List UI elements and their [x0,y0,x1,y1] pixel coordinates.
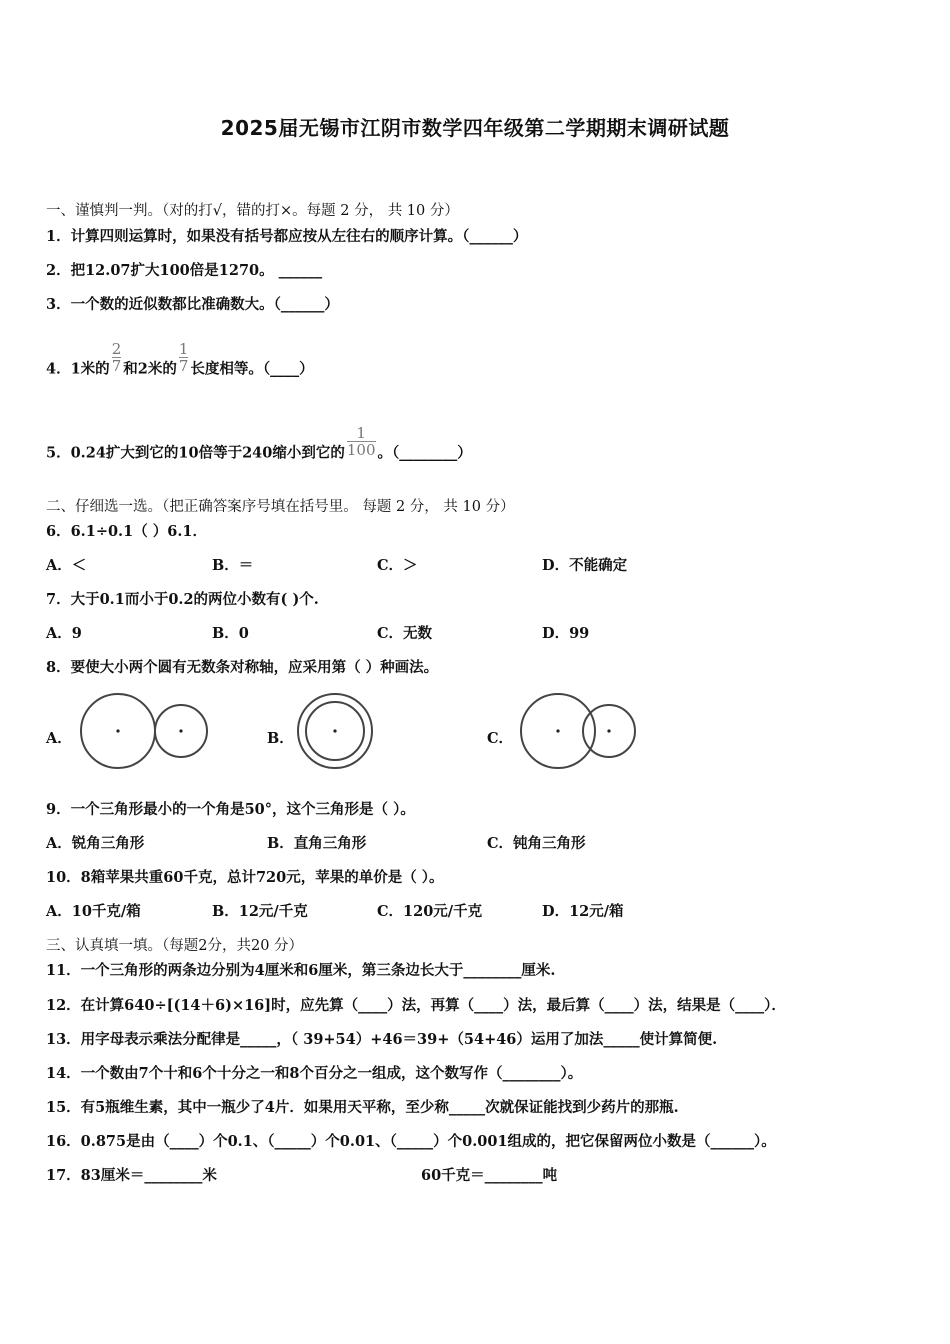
question-1: 1．计算四则运算时，如果没有括号都应按从左往右的顺序计算。（______） [46,228,528,245]
q8-figure-b [292,688,378,774]
question-6: 6．6.1÷0.1（ ）6.1． [46,523,207,540]
q10-option-c: C．120元/千克 [377,903,483,920]
q8a-big-center [116,729,119,732]
q6-option-a: A．＜ [46,557,87,574]
question-13: 13．用字母表示乘法分配律是_____，（ 39+54）+46＝39+（54+46）运用了加法_____使计算简便. [46,1031,718,1048]
q8-option-c: C． [487,730,514,747]
section1-heading: 一、谨慎判一判。（对的打√，错的打×。每题 2 分， 共 10 分） [46,203,459,219]
question-3: 3．一个数的近似数都比准确数大。（______） [46,296,339,313]
q7-option-d: D．99 [542,625,590,642]
question-9: 9．一个三角形最小的一个角是50°，这个三角形是（ ）。 [46,801,415,818]
q8a-small-center [179,729,182,732]
q5-frac-numerator: 1 [356,424,366,442]
q8c-small-center [607,729,610,732]
q8b-center [333,729,336,732]
question-14: 14．一个数由7个十和6个十分之一和8个百分之一组成，这个数写作（________）。 [46,1065,583,1082]
q5-pre: 5．0.24扩大到它的10倍等于240缩小到它的 [46,444,345,462]
q4-fraction-2 [179,342,189,373]
q5-frac-denominator: 100 [346,441,376,459]
question-7: 7．大于0.1而小于0.2的两位小数有( )个. [46,591,319,608]
question-12: 12．在计算640÷[(14＋6)×16]时，应先算（____）法，再算（____）法，最后算（____）法，结果是（____）． [46,997,786,1014]
q7-option-b: B．0 [212,625,249,642]
question-2: 2．把12.07扩大100倍是1270。 ______ [46,262,323,279]
q4-fraction-1 [112,342,122,373]
question-11: 11．一个三角形的两条边分别为4厘米和6厘米，第三条边长大于________厘米. [46,962,556,979]
question-10: 10．8箱苹果共重60千克，总计720元，苹果的单价是（ ）。 [46,869,444,886]
q4-post: 长度相等。（____） [190,360,314,378]
q4-frac1-denominator: 7 [111,357,122,375]
q4-frac2-numerator: 1 [178,340,189,358]
q10-option-d: D．12元/箱 [542,903,624,920]
question-4 [46,340,314,385]
q8-option-b: B． [267,730,294,747]
q5-post: 。（________） [377,444,472,462]
q6-option-c: C．＞ [377,557,418,574]
q10-option-a: A．10千克/箱 [46,903,141,920]
q6-option-b: B．＝ [212,557,254,574]
q7-option-c: C．无数 [377,625,433,642]
q9-option-c: C．钝角三角形 [487,835,586,852]
question-17b: 60千克＝________吨 [421,1167,558,1184]
q7-option-a: A．9 [46,625,82,642]
q8-figure-a [72,688,217,774]
section2-heading: 二、仔细选一选。（把正确答案序号填在括号里。 每题 2 分， 共 10 分） [46,499,515,515]
q8c-big-center [556,729,559,732]
q4-frac2-denominator: 7 [178,357,189,375]
question-8: 8．要使大小两个圆有无数条对称轴，应采用第（ ）种画法。 [46,659,439,676]
q4-mid: 和2米的 [123,360,177,378]
question-16: 16．0.875是由（____）个0.1、（_____）个0.01、（_____）个0.001组成的，把它保留两位小数是（______）。 [46,1133,776,1150]
page-title: 2025届无锡市江阴市数学四年级第二学期期末调研试题 [220,116,730,140]
question-15: 15．有5瓶维生素，其中一瓶少了4片．如果用天平称，至少称_____次就保证能找到少药片的那瓶. [46,1099,679,1116]
question-5 [46,424,472,469]
q9-option-a: A．锐角三角形 [46,835,145,852]
q5-fraction [347,426,376,457]
section3-heading: 三、认真填一填。（每题2分，共20 分） [46,938,304,954]
q6-option-d: D．不能确定 [542,557,628,574]
q8-figure-c [514,688,644,774]
q10-option-b: B．12元/千克 [212,903,308,920]
q4-pre: 4．1米的 [46,360,110,378]
q9-option-b: B．直角三角形 [267,835,367,852]
question-17a: 17．83厘米＝________米 [46,1167,217,1184]
q4-frac1-numerator: 2 [111,340,122,358]
q8-option-a: A． [46,730,72,747]
